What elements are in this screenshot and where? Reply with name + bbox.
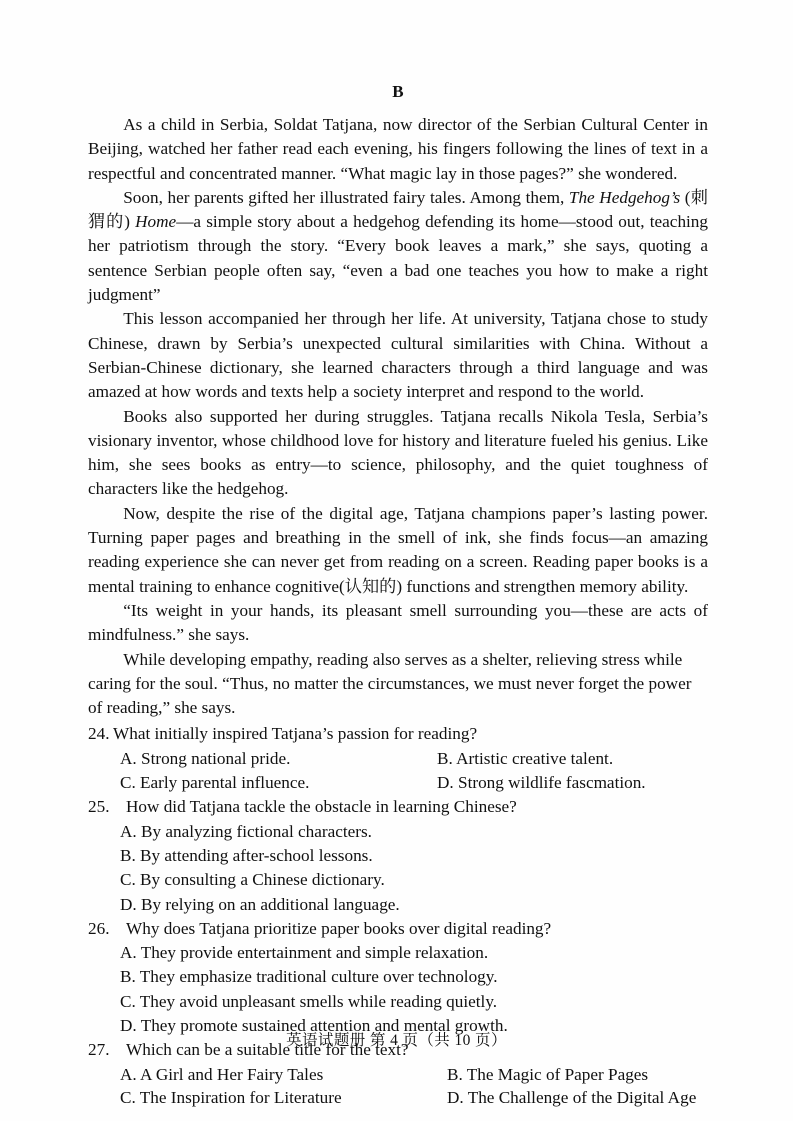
- passage-paragraph: [88, 405, 708, 502]
- passage-paragraph: [88, 599, 708, 648]
- text-run: While developing empathy, reading also serves as a shelter, relieving stress while caring for the soul. “Thus, no matter the circumstances, we must never forget the power of reading,” she says.: [88, 649, 692, 718]
- text-run: Now, despite the rise of the digital age, Tatjana champions paper’s lasting power. Turning paper pages and breathing in the smell of ink, she finds focus—an amazing reading experience she can never get from reading on a screen. Reading paper books is a mental training to enhance cognitive(认知的) functions and strengthen memory ability.: [88, 503, 708, 596]
- italic-title: Home: [135, 212, 177, 232]
- option-choice[interactable]: D. They promote sustained attention and mental growth.: [120, 1015, 508, 1035]
- text-run: This lesson accompanied her through her life. At university, Tatjana chose to study Chinese, drawn by Serbia’s unexpected cultural similarities with China. Without a Serbian-Chinese dictionary, she learned characters through a third language and was amazed at how words and texts help a society interpret and respond to the world.: [88, 309, 708, 402]
- option-list: [88, 820, 708, 917]
- reading-passage: [88, 113, 708, 720]
- questions-list: [88, 722, 708, 1109]
- option-choice[interactable]: B. Artistic creative talent.: [437, 748, 614, 768]
- option-choice[interactable]: B. By attending after-school lessons.: [120, 845, 373, 865]
- option-choice[interactable]: D. The Challenge of the Digital Age: [447, 1088, 697, 1108]
- question-text: What initially inspired Tatjana’s passion for reading?: [113, 724, 478, 744]
- option-choice[interactable]: B. They emphasize traditional culture over technology.: [120, 967, 498, 987]
- question-24: [88, 722, 708, 795]
- passage-paragraph: [88, 186, 708, 307]
- option-choice[interactable]: C. By consulting a Chinese dictionary.: [120, 870, 385, 890]
- question-26: [88, 917, 708, 1038]
- text-run: (刺猬的): [88, 187, 708, 232]
- option-choice[interactable]: A. A Girl and Her Fairy Tales: [120, 1064, 324, 1084]
- section-heading: B: [392, 82, 404, 101]
- option-choice[interactable]: A. They provide entertainment and simple relaxation.: [120, 943, 489, 963]
- question-25: [88, 795, 708, 916]
- option-choice[interactable]: D. Strong wildlife fascmation.: [437, 773, 646, 793]
- option-choice[interactable]: A. Strong national pride.: [120, 748, 291, 768]
- option-list: [88, 941, 708, 1038]
- option-list: [88, 1063, 708, 1110]
- question-number: 24.: [88, 724, 110, 744]
- passage-paragraph: [88, 648, 708, 721]
- question-stem: [88, 722, 708, 746]
- question-number: 25.: [88, 797, 110, 817]
- option-list: [88, 747, 708, 796]
- question-text: How did Tatjana tackle the obstacle in learning Chinese?: [126, 797, 517, 817]
- text-run: Soon, her parents gifted her illustrated fairy tales. Among them,: [123, 187, 569, 207]
- question-stem: [88, 917, 708, 941]
- text-run: Books also supported her during struggles. Tatjana recalls Nikola Tesla, Serbia’s visionary inventor, whose childhood love for history and literature fueled his genius. Like him, she sees books as entry—to science, philosophy, and the quiet toughness of characters like the hedgehog.: [88, 406, 708, 499]
- question-number: 27.: [88, 1040, 110, 1060]
- option-choice[interactable]: A. By analyzing fictional characters.: [120, 821, 372, 841]
- text-run: —a simple story about a hedgehog defending its home—stood out, teaching her patriotism through the story. “Every book leaves a mark,” she says, quoting a sentence Serbian people often say, “even a bad one teaches you how to make a right judgment”: [88, 212, 708, 305]
- option-choice[interactable]: C. They avoid unpleasant smells while reading quietly.: [120, 991, 498, 1011]
- option-choice[interactable]: C. Early parental influence.: [120, 773, 310, 793]
- option-choice[interactable]: D. By relying on an additional language.: [120, 894, 400, 914]
- option-row: [88, 1063, 708, 1087]
- option-row: [88, 1086, 708, 1110]
- question-stem: [88, 795, 708, 819]
- question-text: Which can be a suitable title for the text?: [126, 1040, 409, 1060]
- page-content: [88, 0, 708, 1110]
- page-footer: 英语试题册 第 4 页（共 10 页）: [286, 1032, 507, 1049]
- text-run: As a child in Serbia, Soldat Tatjana, now director of the Serbian Cultural Center in Beijing, watched her father read each evening, his fingers following the lines of text in a respectful and concentrated manner. “What magic lay in those pages?” she wondered.: [88, 115, 708, 183]
- option-row: [88, 747, 708, 771]
- passage-paragraph: [88, 502, 708, 599]
- question-text: Why does Tatjana prioritize paper books over digital reading?: [126, 918, 552, 938]
- italic-title: The Hedgehog’s: [568, 187, 681, 207]
- question-number: 26.: [88, 918, 110, 938]
- passage-paragraph: [88, 113, 708, 186]
- passage-paragraph: [88, 307, 708, 404]
- option-choice[interactable]: C. The Inspiration for Literature: [120, 1088, 342, 1108]
- text-run: “Its weight in your hands, its pleasant smell surrounding you—these are acts of mindfulness.” she says.: [88, 600, 708, 645]
- option-choice[interactable]: B. The Magic of Paper Pages: [447, 1064, 649, 1084]
- option-row: [88, 771, 708, 795]
